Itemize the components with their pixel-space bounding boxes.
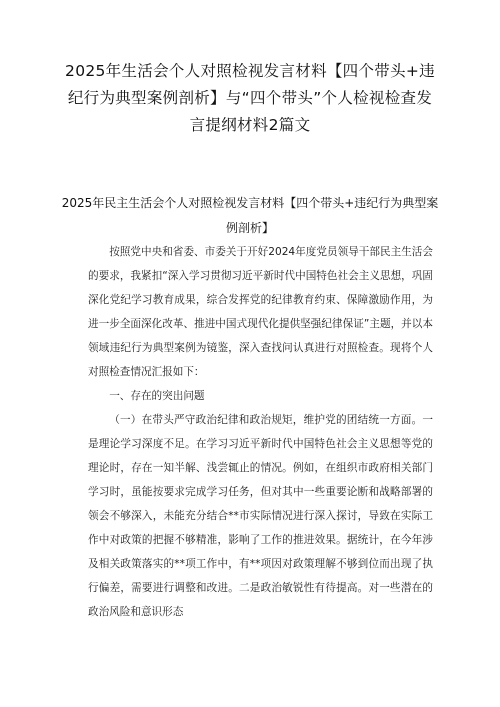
article-title: 2025年民主生活会个人对照检视发言材料【四个带头+违纪行为典型案例剖析】	[61, 196, 439, 235]
document-title: 2025年生活会个人对照检视发言材料【四个带头+违纪行为典型案例剖析】与“四个带头”个人检视检查发言提纲材料2篇文	[65, 62, 435, 134]
article-body	[88, 240, 433, 624]
section-heading: 一、存在的突出问题	[109, 390, 205, 402]
paragraph-section-1: （一）在带头严守政治纪律和政治规矩，维护党的团结统一方面。一是理论学习深度不足。在学习习近平新时代中国特色社会主义思想等党的理论时，存在一知半解、浅尝辄止的情况。例如，在组织市政府相关部门学习时，虽能按要求完成学习任务，但对其中一些重要论断和战略部署的领会不够深入，未能充分结合**市实际情况进行深入探讨，导致在实际工作中对政策的把握不够精准，影响了工作的推进效果。据统计，在今年涉及相关政策落实的**项工作中，有**项因对政策理解不够到位而出现了执行偏差，需要进行调整和改进。二是政治敏锐性有待提高。对一些潜在的政治风险和意识形态	[88, 414, 433, 618]
paragraph-intro: 按照党中央和省委、市委关于开好2024年度党员领导干部民主生活会的要求，我紧扣“深入学习贯彻习近平新时代中国特色社会主义思想，巩固深化党纪学习教育成果，综合发挥党的纪律教育约束、保障激励作用，为进一步全面深化改革、推进中国式现代化提供坚强纪律保证”主题，并以本领域违纪行为典型案例为镜鉴，深入查找问认真进行对照检查。现将个人对照检查情况汇报如下：	[88, 246, 433, 378]
